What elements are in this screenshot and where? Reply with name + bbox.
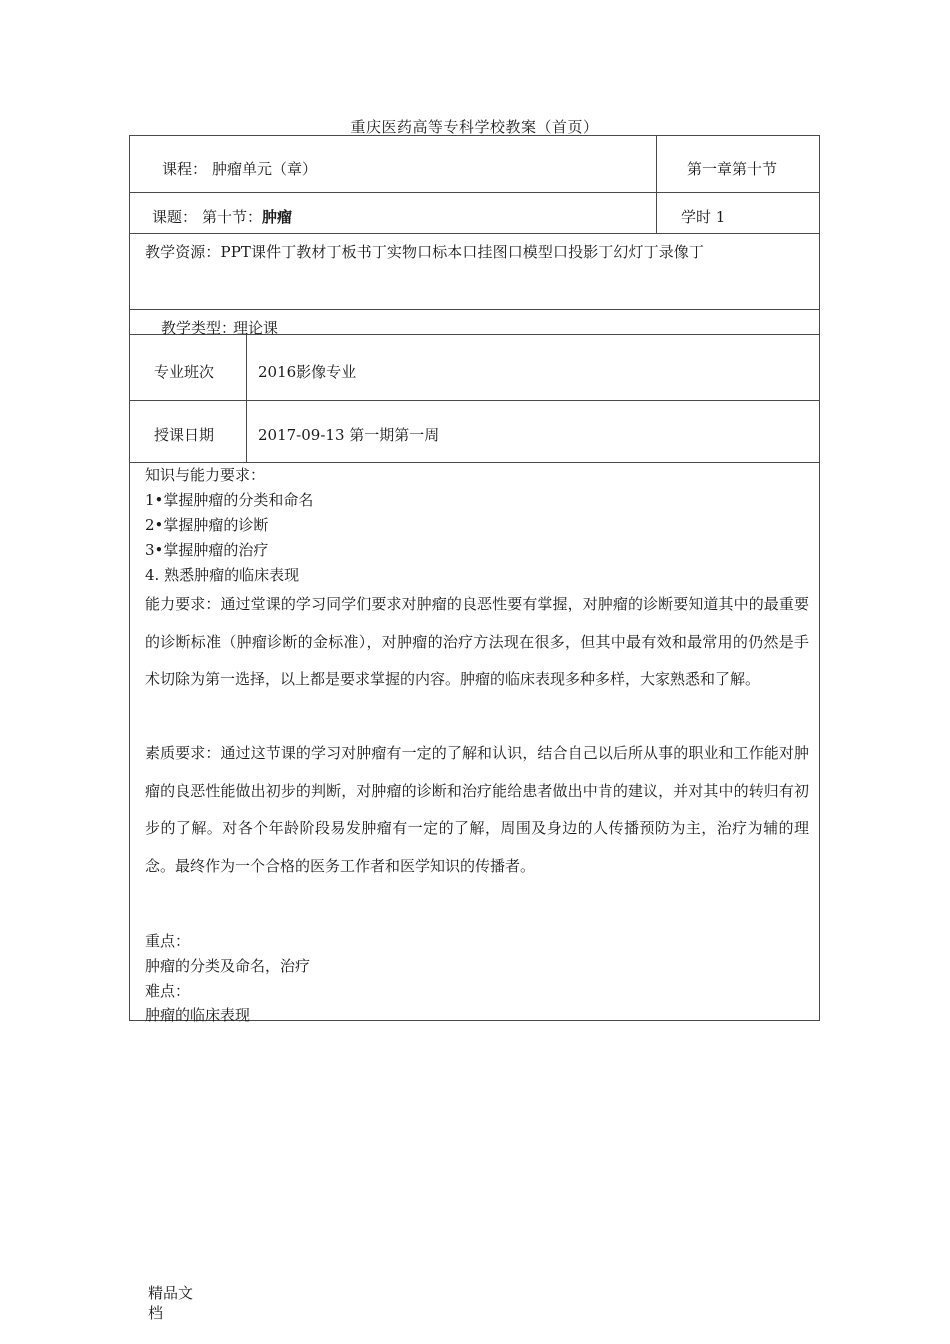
row-divider	[130, 309, 819, 310]
column-divider	[246, 334, 247, 462]
date-label: 授课日期	[154, 426, 215, 444]
objective-item: 3•掌握肿瘤的治疗	[145, 541, 269, 559]
teaching-resources: 教学资源：PPT课件丁教材丁板书丁实物口标本口挂图口模型口投影丁幻灯丁录像丁	[145, 243, 704, 261]
chapter-value: 第一章第十节	[687, 160, 778, 178]
row-divider	[130, 462, 819, 463]
teaching-type-value: 理论课	[233, 319, 279, 337]
objective-item: 4. 熟悉肿瘤的临床表现	[145, 566, 300, 584]
row-divider	[130, 192, 819, 193]
key-points-value: 肿瘤的分类及命名，治疗	[145, 957, 311, 975]
topic-name: 肿瘤	[262, 208, 293, 226]
row-divider	[130, 233, 819, 234]
course-label: 课程：	[162, 160, 208, 178]
row-divider	[130, 400, 819, 401]
difficult-points-label: 难点：	[145, 982, 191, 1000]
difficult-points-value: 肿瘤的临床表现	[145, 1006, 251, 1024]
topic-label: 课题：	[152, 208, 198, 226]
key-points-label: 重点：	[145, 932, 191, 950]
objectives-heading: 知识与能力要求：	[145, 466, 266, 484]
lesson-plan-table	[129, 135, 820, 1024]
class-label: 专业班次	[154, 363, 215, 381]
teaching-type-label: 教学类型：	[161, 319, 237, 337]
page-title: 重庆医药高等专科学校教案（首页）	[350, 118, 599, 136]
footer-watermark: 精品文档	[148, 1284, 194, 1322]
topic-value	[202, 206, 292, 227]
objective-item: 1•掌握肿瘤的分类和命名	[145, 491, 314, 509]
ability-requirements: 能力要求：通过堂课的学习同学们要求对肿瘤的良恶性要有掌握，对肿瘤的诊断要知道其中的最重要的诊断标准（肿瘤诊断的金标准），对肿瘤的治疗方法现在很多，但其中最有效和最常用的仍然是手术切除为第一选择，以上都是要求掌握的内容。肿瘤的临床表现多种多样，大家熟悉和了解。	[145, 595, 809, 688]
class-value: 2016影像专业	[258, 363, 357, 381]
course-value: 肿瘤单元（章）	[212, 160, 318, 178]
class-hours: 学时 1	[681, 208, 726, 226]
date-value: 2017-09-13 第一期第一周	[258, 426, 440, 444]
quality-requirements: 素质要求：通过这节课的学习对肿瘤有一定的了解和认识，结合自己以后所从事的职业和工作能对肿瘤的良恶性能做出初步的判断，对肿瘤的诊断和治疗能给患者做出中肯的建议，并对其中的转归有初步的了解。对各个年龄阶段易发肿瘤有一定的了解，周围及身边的人传播预防为主，治疗为辅的理念。最终作为一个合格的医务工作者和医学知识的传播者。	[145, 744, 809, 875]
topic-section: 第十节：	[202, 208, 263, 226]
column-divider	[656, 136, 657, 233]
objective-item: 2•掌握肿瘤的诊断	[145, 516, 269, 534]
